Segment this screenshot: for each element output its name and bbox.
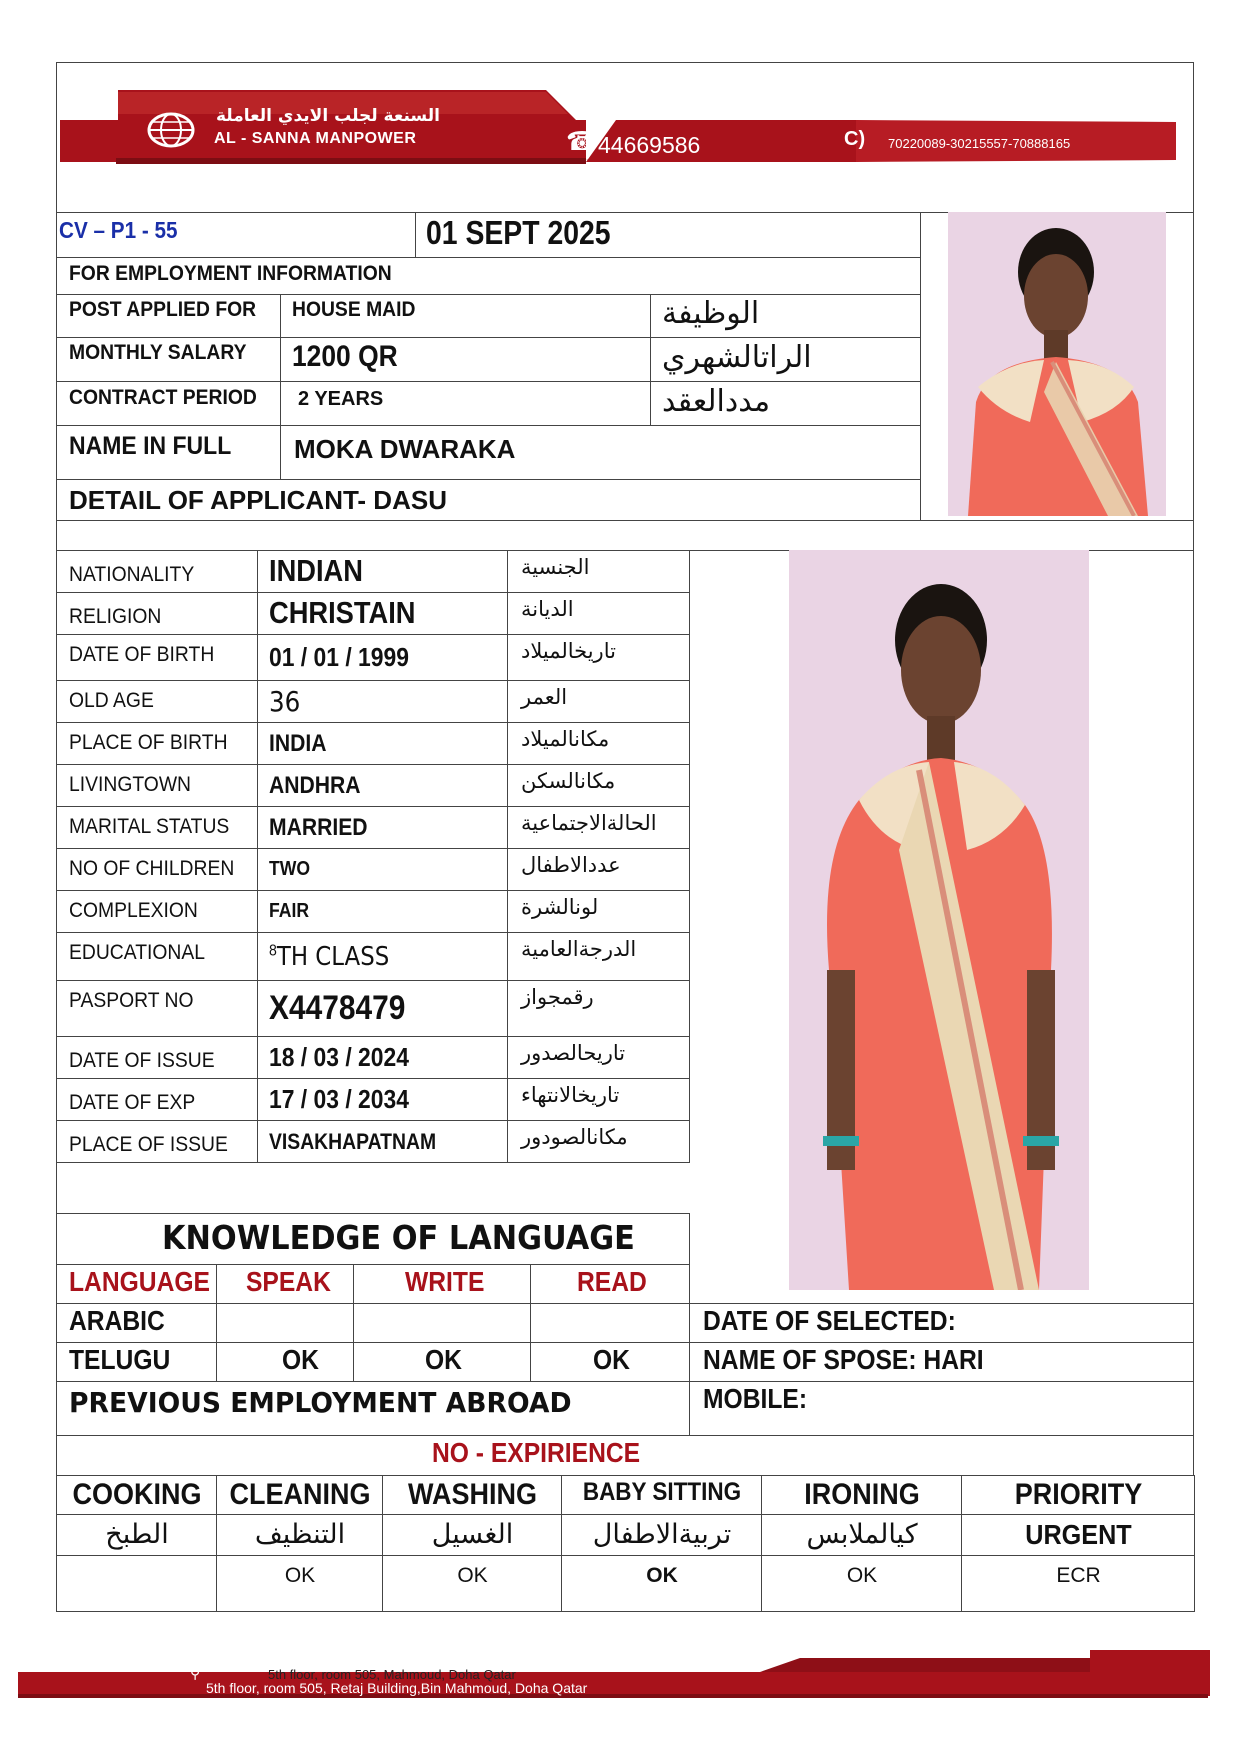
detail-row bbox=[56, 764, 690, 807]
skill-arabic: تربيةالاطفال bbox=[592, 1519, 732, 1550]
detail-value: VISAKHAPATNAM bbox=[269, 1128, 437, 1154]
contract-value: 2 YEARS bbox=[298, 388, 384, 410]
lang-arabic: ARABIC bbox=[69, 1305, 165, 1336]
previous-title: PREVIOUS EMPLOYMENT ABROAD bbox=[69, 1386, 572, 1419]
skill-header: IRONING bbox=[804, 1478, 920, 1511]
post-value: HOUSE MAID bbox=[292, 298, 416, 321]
detail-label: NATIONALITY bbox=[69, 563, 195, 586]
detail-row bbox=[56, 806, 690, 849]
skills-cell bbox=[382, 1514, 562, 1556]
skill-value: OK bbox=[457, 1564, 488, 1587]
skills-cell bbox=[961, 1514, 1195, 1556]
detail-arabic: تاريخالانتهاء bbox=[521, 1083, 620, 1107]
skills-cell bbox=[56, 1475, 217, 1515]
spouse-label: NAME OF SPOSE: HARI bbox=[703, 1344, 984, 1375]
detail-row bbox=[56, 848, 690, 891]
detail-label: MARITAL STATUS bbox=[69, 815, 230, 838]
detail-label: PLACE OF ISSUE bbox=[69, 1133, 228, 1156]
detail-arabic: تاريحالصدور bbox=[521, 1041, 626, 1065]
lang-telugu: TELUGU bbox=[69, 1344, 171, 1375]
skills-cell bbox=[561, 1555, 762, 1612]
lang-header-speak: SPEAK bbox=[246, 1266, 331, 1297]
experience-value: NO - EXPIRIENCE bbox=[432, 1437, 641, 1468]
lang-header-language: LANGUAGE bbox=[69, 1266, 211, 1297]
detail-label: DATE OF ISSUE bbox=[69, 1049, 215, 1072]
detail-arabic: عددالاطفال bbox=[521, 853, 621, 877]
footer-line1: 5th floor, room 505, Mahmoud, Doha Qatar bbox=[268, 1667, 516, 1682]
contract-arabic: مددالعقد bbox=[662, 384, 771, 419]
skills-cell bbox=[961, 1555, 1195, 1612]
detail-value: TWO bbox=[269, 858, 311, 880]
detail-arabic: لونالشرة bbox=[521, 895, 599, 919]
section-title: FOR EMPLOYMENT INFORMATION bbox=[69, 262, 392, 285]
skill-arabic: التنظيف bbox=[254, 1519, 346, 1550]
skills-cell bbox=[961, 1475, 1195, 1515]
detail-arabic: الحالةالاجتماعية bbox=[521, 811, 657, 835]
skill-arabic: الطبخ bbox=[105, 1519, 169, 1550]
details-table bbox=[56, 550, 690, 1214]
portrait-illustration-large bbox=[789, 550, 1089, 1290]
skill-header: WASHING bbox=[407, 1478, 538, 1511]
detail-value: INDIAN bbox=[269, 553, 363, 589]
applicant-photo-small bbox=[948, 212, 1166, 516]
detail-value: ANDHRA bbox=[269, 771, 361, 799]
date-selected-label: DATE OF SELECTED: bbox=[703, 1305, 956, 1336]
salary-arabic: الراتالشهري bbox=[662, 340, 812, 375]
lang-header-read: READ bbox=[577, 1266, 647, 1297]
salary-label: MONTHLY SALARY bbox=[69, 341, 247, 364]
detail-row bbox=[56, 932, 690, 981]
detail-row bbox=[56, 1120, 690, 1163]
skills-cell bbox=[382, 1475, 562, 1515]
detail-arabic: تاريخالميلاد bbox=[521, 639, 616, 663]
detail-value: INDIA bbox=[269, 729, 327, 757]
skill-value: OK bbox=[846, 1564, 878, 1587]
skill-value: OK bbox=[284, 1564, 316, 1587]
skills-table bbox=[56, 1475, 1194, 1612]
phone-icon: ☎ bbox=[566, 126, 599, 156]
company-arabic: السنعة لجلب الايدي العاملة bbox=[216, 106, 440, 126]
detail-title: DETAIL OF APPLICANT- DASU bbox=[69, 485, 447, 515]
detail-value bbox=[269, 941, 389, 972]
post-label: POST APPLIED FOR bbox=[69, 298, 257, 321]
detail-value: 36 bbox=[269, 685, 301, 719]
skills-cell bbox=[216, 1475, 383, 1515]
detail-label: DATE OF EXP bbox=[69, 1091, 196, 1114]
detail-label: NO OF CHILDREN bbox=[69, 857, 235, 880]
detail-label: LIVINGTOWN bbox=[69, 773, 192, 796]
detail-row bbox=[56, 722, 690, 765]
skill-header: PRIORITY bbox=[1014, 1478, 1143, 1511]
detail-arabic: الديانة bbox=[521, 597, 574, 621]
skill-header: CLEANING bbox=[229, 1478, 371, 1511]
detail-arabic: العمر bbox=[521, 685, 568, 709]
detail-row bbox=[56, 592, 690, 635]
detail-label: RELIGION bbox=[69, 605, 162, 628]
detail-label: OLD AGE bbox=[69, 689, 154, 712]
detail-value: 17 / 03 / 2034 bbox=[269, 1084, 409, 1115]
footer-band bbox=[0, 1650, 1240, 1700]
detail-row bbox=[56, 980, 690, 1037]
detail-label: PLACE OF BIRTH bbox=[69, 731, 228, 754]
detail-arabic: مكانالصودور bbox=[521, 1125, 628, 1149]
salary-value: 1200 QR bbox=[292, 340, 398, 373]
phone-number: 44669586 bbox=[598, 132, 701, 158]
detail-row bbox=[56, 1078, 690, 1121]
skills-cell bbox=[761, 1475, 962, 1515]
detail-value: X4478479 bbox=[269, 988, 406, 1027]
skill-arabic: كيالملابس bbox=[806, 1519, 918, 1550]
skills-cell bbox=[561, 1475, 762, 1515]
skills-cell bbox=[761, 1514, 962, 1556]
detail-row bbox=[56, 890, 690, 933]
name-label: NAME IN FULL bbox=[69, 432, 232, 460]
detail-arabic: مكانالميلاد bbox=[521, 727, 610, 751]
lang-telugu-speak: OK bbox=[282, 1344, 319, 1375]
mobile-label: MOBILE: bbox=[703, 1383, 808, 1414]
value-text: TH CLASS bbox=[276, 942, 390, 973]
lang-telugu-write: OK bbox=[425, 1344, 462, 1375]
skill-value: ECR bbox=[1056, 1564, 1101, 1587]
skills-cell bbox=[216, 1514, 383, 1556]
detail-label: EDUCATIONAL bbox=[69, 941, 205, 964]
contract-label: CONTRACT PERIOD bbox=[69, 386, 257, 409]
skill-header: BABY SITTING bbox=[582, 1478, 742, 1506]
skill-arabic: الغسيل bbox=[431, 1519, 514, 1550]
detail-arabic: الدرجةالعامية bbox=[521, 937, 637, 961]
skills-cell bbox=[56, 1555, 217, 1612]
footer-line2: 5th floor, room 505, Retaj Building,Bin Mahmoud, Doha Qatar bbox=[206, 1680, 588, 1696]
lang-telugu-read: OK bbox=[593, 1344, 630, 1375]
detail-row bbox=[56, 634, 690, 681]
detail-value: 01 / 01 / 1999 bbox=[269, 642, 409, 673]
detail-label: COMPLEXION bbox=[69, 899, 198, 922]
detail-row bbox=[56, 550, 690, 593]
skills-cell bbox=[382, 1555, 562, 1612]
detail-label: DATE OF BIRTH bbox=[69, 643, 215, 666]
detail-value: FAIR bbox=[269, 900, 310, 922]
language-title: KNOWLEDGE OF LANGUAGE bbox=[162, 1218, 635, 1257]
skills-cell bbox=[561, 1514, 762, 1556]
detail-arabic: الجنسية bbox=[521, 555, 590, 579]
mobile-numbers: 70220089-30215557-70888165 bbox=[888, 136, 1071, 151]
post-arabic: الوظيفة bbox=[662, 296, 760, 331]
detail-arabic: مكانالسكن bbox=[521, 769, 616, 793]
detail-value: 18 / 03 / 2024 bbox=[269, 1042, 409, 1073]
detail-value: MARRIED bbox=[269, 813, 368, 841]
location-icon: ⚲ bbox=[190, 1665, 201, 1681]
cv-date: 01 SEPT 2025 bbox=[426, 214, 611, 251]
detail-value: CHRISTAIN bbox=[269, 595, 416, 631]
skills-cell bbox=[56, 1514, 217, 1556]
lang-header-write: WRITE bbox=[405, 1266, 485, 1297]
skill-header: COOKING bbox=[72, 1478, 202, 1511]
company-name: AL - SANNA MANPOWER bbox=[214, 130, 417, 147]
portrait-illustration-small bbox=[948, 212, 1166, 516]
skill-value: OK bbox=[646, 1564, 678, 1587]
skills-cell bbox=[761, 1555, 962, 1612]
name-value: MOKA DWARAKA bbox=[294, 434, 516, 464]
cv-code: CV – P1 - 55 bbox=[59, 217, 178, 243]
skills-cell bbox=[216, 1555, 383, 1612]
detail-arabic: رقمجواز bbox=[521, 985, 594, 1009]
detail-label: PASPORT NO bbox=[69, 989, 194, 1012]
detail-row bbox=[56, 680, 690, 723]
value-superscript: 8 bbox=[269, 942, 277, 960]
applicant-photo-large bbox=[789, 550, 1089, 1290]
skill-priority: URGENT bbox=[1025, 1519, 1132, 1550]
detail-row bbox=[56, 1036, 690, 1079]
mobile-icon: C) bbox=[844, 128, 866, 150]
